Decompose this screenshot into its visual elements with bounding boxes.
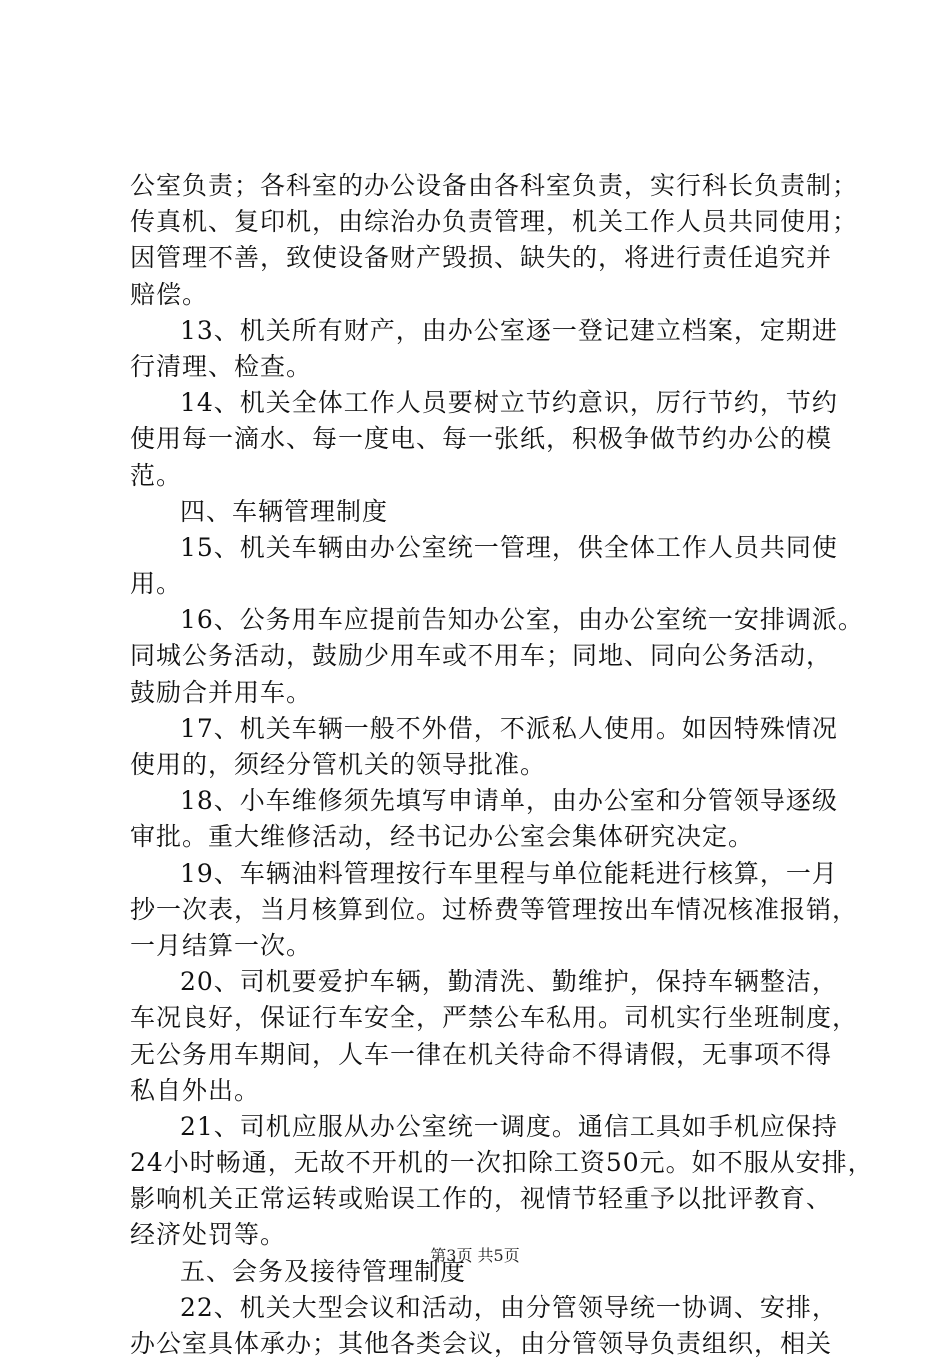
- text-line: 使用的，须经分管机关的领导批准。: [130, 750, 547, 779]
- text-line: 公室负责；各科室的办公设备由各科室负责，实行科长负责制；: [130, 171, 859, 200]
- document-body: [130, 168, 874, 1362]
- text-line: 13、机关所有财产，由办公室逐一登记建立档案，定期进: [180, 315, 838, 345]
- text-line: 24小时畅通，无故不开机的一次扣除工资50元。如不服从安排，: [130, 1148, 874, 1178]
- text-line: 审批。重大维修活动，经书记办公室会集体研究决定。: [130, 822, 755, 852]
- text-line: 经济处罚等。: [130, 1220, 287, 1250]
- text-line: 20、司机要爱护车辆，勤清洗、勤维护，保持车辆整洁，: [180, 967, 838, 997]
- text-line: 鼓励合并用车。: [130, 677, 313, 707]
- text-line: 办公室具体承办；其他各类会议，由分管领导负责组织，相关: [130, 1329, 833, 1358]
- text-line: 14、机关全体工作人员要树立节约意识，厉行节约，节约: [180, 388, 838, 418]
- text-line: 用。: [130, 569, 183, 599]
- text-line: 四、车辆管理制度: [180, 496, 389, 526]
- text-line: 16、公务用车应提前告知办公室，由办公室统一安排调派。: [180, 605, 864, 635]
- text-line: 赔偿。: [130, 279, 209, 309]
- page-footer: [0, 1243, 950, 1266]
- text-line: 因管理不善，致使设备财产毁损、缺失的，将进行责任追究并: [130, 243, 833, 273]
- text-line: 五、会务及接待管理制度: [180, 1256, 467, 1286]
- text-line: 15、机关车辆由办公室统一管理，供全体工作人员共同使: [180, 532, 838, 562]
- text-line: 17、机关车辆一般不外借，不派私人使用。如因特殊情况: [180, 713, 838, 743]
- text-line: 传真机、复印机，由综治办负责管理，机关工作人员共同使用；: [130, 207, 859, 237]
- text-line: 车况良好，保证行车安全，严禁公车私用。司机实行坐班制度，: [130, 1003, 859, 1033]
- text-line: 抄一次表，当月核算到位。过桥费等管理按出车情况核准报销，: [130, 894, 859, 924]
- text-line: 私自外出。: [130, 1075, 261, 1105]
- text-line: 22、机关大型会议和活动，由分管领导统一协调、安排，: [180, 1292, 838, 1322]
- text-line: 行清理、检查。: [130, 351, 313, 381]
- text-line: 21、司机应服从办公室统一调度。通信工具如手机应保持: [180, 1111, 838, 1141]
- text-line: 范。: [130, 460, 183, 490]
- text-line: 使用每一滴水、每一度电、每一张纸，积极争做节约办公的模: [130, 424, 833, 454]
- text-line: 同城公务活动，鼓励少用车或不用车；同地、同向公务活动，: [130, 641, 833, 671]
- text-line: 无公务用车期间，人车一律在机关待命不得请假，无事项不得: [130, 1039, 833, 1069]
- text-line: 19、车辆油料管理按行车里程与单位能耗进行核算，一月: [180, 858, 838, 888]
- text-line: 影响机关正常运转或贻误工作的，视情节轻重予以批评教育、: [130, 1184, 833, 1214]
- text-line: 18、小车维修须先填写申请单，由办公室和分管领导逐级: [180, 786, 838, 816]
- text-line: 一月结算一次。: [130, 930, 313, 960]
- page-number-label: 第3页 共5页: [430, 1246, 520, 1265]
